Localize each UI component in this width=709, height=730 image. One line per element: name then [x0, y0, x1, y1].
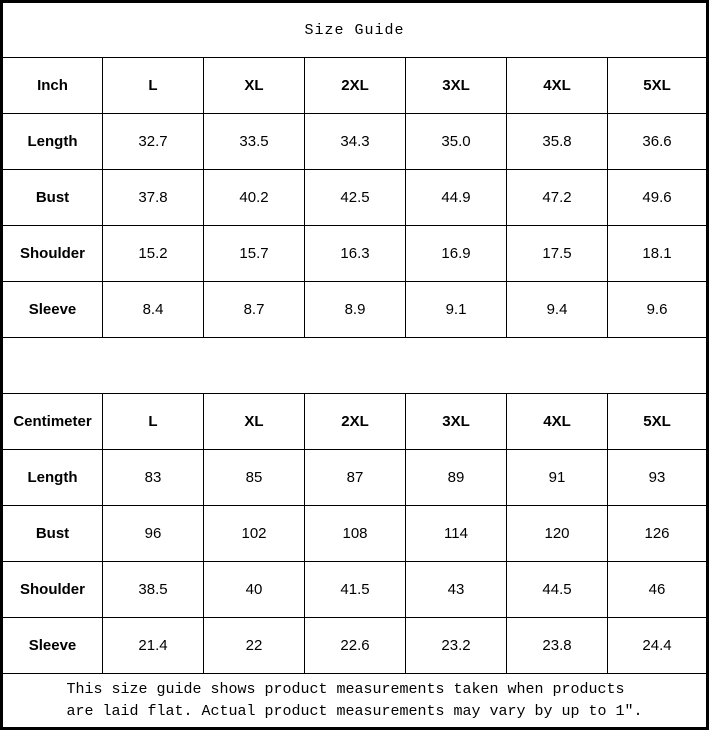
value-cell: 44.5 — [507, 562, 608, 618]
centimeter-header-row — [3, 394, 707, 450]
value-cell: 24.4 — [608, 618, 707, 674]
value-cell: 35.8 — [507, 114, 608, 170]
value-cell: 15.2 — [103, 226, 204, 282]
table-row — [3, 114, 707, 170]
value-cell: 9.1 — [406, 282, 507, 338]
value-cell: 42.5 — [305, 170, 406, 226]
table-row — [3, 170, 707, 226]
value-cell: 44.9 — [406, 170, 507, 226]
value-cell: 33.5 — [204, 114, 305, 170]
value-cell: 83 — [103, 450, 204, 506]
table-row — [3, 282, 707, 338]
footer-note — [3, 674, 707, 728]
value-cell: 23.8 — [507, 618, 608, 674]
value-cell: 34.3 — [305, 114, 406, 170]
spacer-row — [3, 338, 707, 394]
value-cell: 9.4 — [507, 282, 608, 338]
value-cell: 23.2 — [406, 618, 507, 674]
row-label-cell: Sleeve — [3, 282, 103, 338]
value-cell: 18.1 — [608, 226, 707, 282]
value-cell: 126 — [608, 506, 707, 562]
size-header-cell: 3XL — [406, 394, 507, 450]
value-cell: 91 — [507, 450, 608, 506]
size-header-cell: 3XL — [406, 58, 507, 114]
value-cell: 9.6 — [608, 282, 707, 338]
value-cell: 96 — [103, 506, 204, 562]
value-cell: 40.2 — [204, 170, 305, 226]
value-cell: 43 — [406, 562, 507, 618]
value-cell: 87 — [305, 450, 406, 506]
value-cell: 41.5 — [305, 562, 406, 618]
value-cell: 108 — [305, 506, 406, 562]
value-cell: 16.9 — [406, 226, 507, 282]
value-cell: 47.2 — [507, 170, 608, 226]
table-row — [3, 506, 707, 562]
table-row — [3, 562, 707, 618]
value-cell: 16.3 — [305, 226, 406, 282]
value-cell: 40 — [204, 562, 305, 618]
value-cell: 37.8 — [103, 170, 204, 226]
page-title: Size Guide — [3, 3, 707, 58]
value-cell: 46 — [608, 562, 707, 618]
value-cell: 93 — [608, 450, 707, 506]
size-header-cell: 2XL — [305, 58, 406, 114]
footer-note-text — [66, 679, 642, 723]
size-header-cell: 2XL — [305, 394, 406, 450]
footer-line-1: This size guide shows product measurements taken when products — [66, 680, 625, 698]
value-cell: 8.9 — [305, 282, 406, 338]
unit-header-cell: Centimeter — [3, 394, 103, 450]
value-cell: 8.7 — [204, 282, 305, 338]
table-row — [3, 450, 707, 506]
value-cell: 85 — [204, 450, 305, 506]
table-row — [3, 618, 707, 674]
value-cell: 35.0 — [406, 114, 507, 170]
size-header-cell: XL — [204, 394, 305, 450]
footer-line-2: are laid flat. Actual product measurements may vary by up to 1″. — [66, 702, 643, 720]
value-cell: 89 — [406, 450, 507, 506]
value-cell: 36.6 — [608, 114, 707, 170]
row-label-cell: Shoulder — [3, 226, 103, 282]
size-header-cell: L — [103, 58, 204, 114]
value-cell: 22 — [204, 618, 305, 674]
row-label-cell: Length — [3, 114, 103, 170]
value-cell: 38.5 — [103, 562, 204, 618]
row-label-cell: Shoulder — [3, 562, 103, 618]
size-header-cell: 4XL — [507, 58, 608, 114]
table-row — [3, 226, 707, 282]
row-label-cell: Sleeve — [3, 618, 103, 674]
value-cell: 17.5 — [507, 226, 608, 282]
value-cell: 49.6 — [608, 170, 707, 226]
value-cell: 120 — [507, 506, 608, 562]
value-cell: 15.7 — [204, 226, 305, 282]
size-header-cell: XL — [204, 58, 305, 114]
value-cell: 32.7 — [103, 114, 204, 170]
inch-header-row — [3, 58, 707, 114]
size-header-cell: 5XL — [608, 394, 707, 450]
row-label-cell: Bust — [3, 170, 103, 226]
size-guide-table — [2, 2, 707, 728]
value-cell: 8.4 — [103, 282, 204, 338]
row-label-cell: Length — [3, 450, 103, 506]
value-cell: 102 — [204, 506, 305, 562]
unit-header-cell: Inch — [3, 58, 103, 114]
value-cell: 22.6 — [305, 618, 406, 674]
size-header-cell: 5XL — [608, 58, 707, 114]
row-label-cell: Bust — [3, 506, 103, 562]
size-header-cell: 4XL — [507, 394, 608, 450]
size-header-cell: L — [103, 394, 204, 450]
value-cell: 114 — [406, 506, 507, 562]
value-cell: 21.4 — [103, 618, 204, 674]
